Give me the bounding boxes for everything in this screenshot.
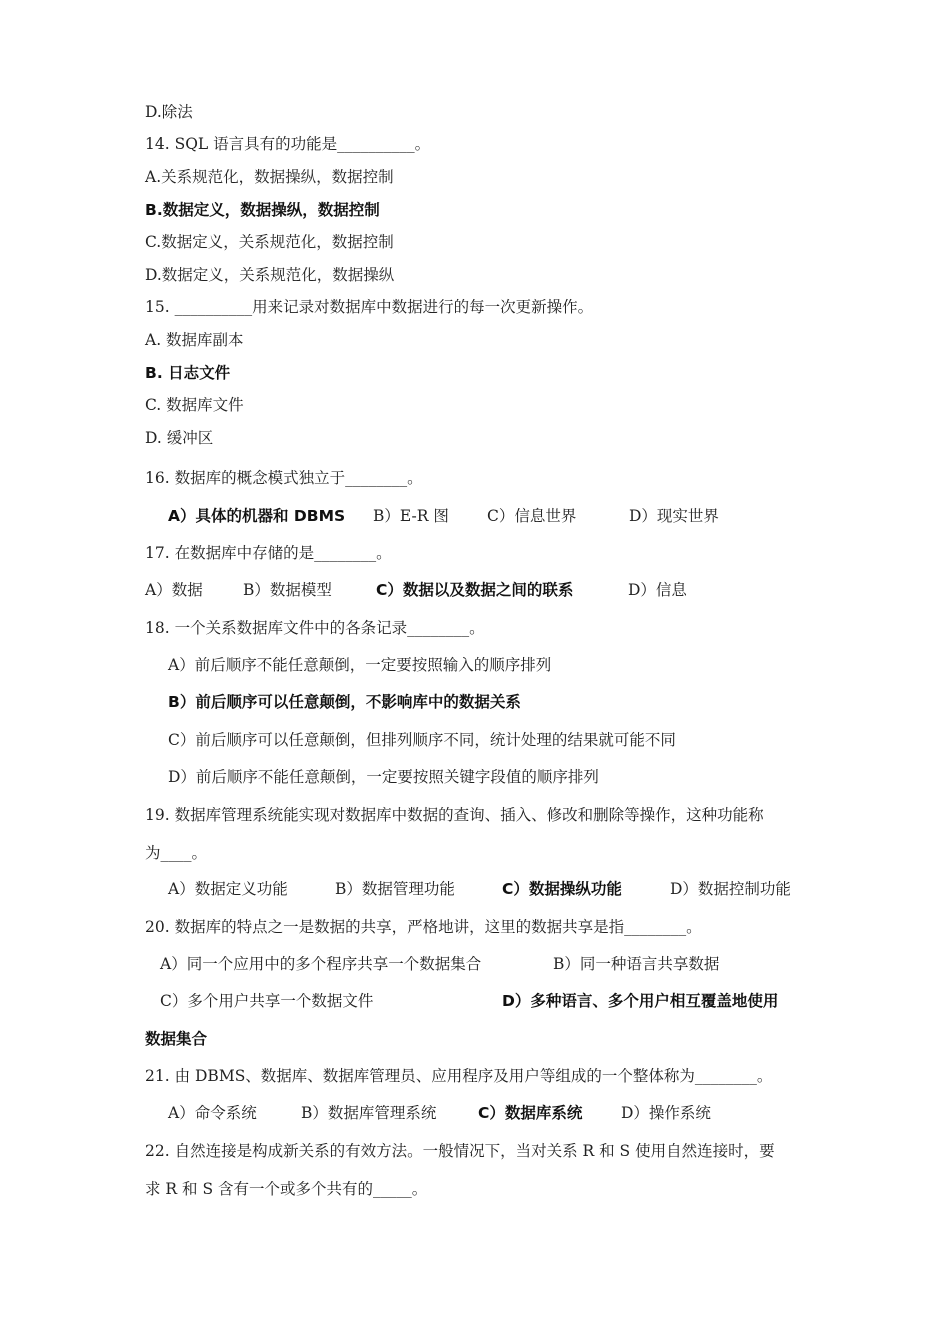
option-line: A.关系规范化，数据操纵，数据控制 <box>145 168 394 186</box>
question-19: 19. 数据库管理系统能实现对数据库中数据的查询、插入、修改和删除等操作，这种功能称 <box>145 806 764 824</box>
option-item: B）数据库管理系统 <box>301 1104 437 1122</box>
option-line: C）前后顺序可以任意颠倒，但排列顺序不同，统计处理的结果就可能不同 <box>168 731 676 749</box>
option-item: A）同一个应用中的多个程序共享一个数据集合 <box>160 955 482 973</box>
option-item: C）多个用户共享一个数据文件 <box>160 992 374 1010</box>
option-item: B）数据管理功能 <box>335 880 455 898</box>
option-item: B）数据模型 <box>243 581 332 599</box>
answer-option: C）数据操纵功能 <box>502 880 622 898</box>
question-16: 16. 数据库的概念模式独立于________。 <box>145 469 423 487</box>
question-15: 15. __________用来记录对数据库中数据进行的每一次更新操作。 <box>145 298 594 316</box>
question-17: 17. 在数据库中存储的是________。 <box>145 544 392 562</box>
question-19-cont: 为____。 <box>145 844 208 862</box>
question-18: 18. 一个关系数据库文件中的各条记录________。 <box>145 619 485 637</box>
option-line: D. 缓冲区 <box>145 429 214 447</box>
answer-option: B.数据定义，数据操纵，数据控制 <box>145 201 380 219</box>
option-item: D）信息 <box>628 581 687 599</box>
option-item: B）E-R 图 <box>373 507 449 525</box>
option-item: A）命令系统 <box>168 1104 257 1122</box>
question-22: 22. 自然连接是构成新关系的有效方法。一般情况下，当对关系 R 和 S 使用自然连接时，要 <box>145 1142 775 1160</box>
option-item: D）现实世界 <box>629 507 719 525</box>
answer-option: A）具体的机器和 DBMS <box>168 507 346 525</box>
option-line: C. 数据库文件 <box>145 396 244 414</box>
option-line: D.数据定义，关系规范化，数据操纵 <box>145 266 395 284</box>
answer-option: C）数据库系统 <box>478 1104 583 1122</box>
option-item: A）数据定义功能 <box>168 880 288 898</box>
option-line: A. 数据库副本 <box>145 331 244 349</box>
question-20: 20. 数据库的特点之一是数据的共享，严格地讲，这里的数据共享是指________。 <box>145 918 702 936</box>
option-item: B）同一种语言共享数据 <box>553 955 720 973</box>
option-line: A）前后顺序不能任意颠倒，一定要按照输入的顺序排列 <box>168 656 552 674</box>
option-line: C.数据定义，关系规范化，数据控制 <box>145 233 394 251</box>
option-line: D）前后顺序不能任意颠倒，一定要按照关键字段值的顺序排列 <box>168 768 599 786</box>
question-22-cont: 求 R 和 S 含有一个或多个共有的_____。 <box>145 1180 428 1198</box>
option-item: A）数据 <box>145 581 203 599</box>
option-item: D）操作系统 <box>621 1104 711 1122</box>
answer-option: B. 日志文件 <box>145 364 231 382</box>
option-item: C）信息世界 <box>487 507 577 525</box>
answer-option: C）数据以及数据之间的联系 <box>376 581 574 599</box>
answer-option: B）前后顺序可以任意颠倒，不影响库中的数据关系 <box>168 693 521 711</box>
answer-option: D）多种语言、多个用户相互覆盖地使用 <box>502 992 779 1010</box>
question-14: 14. SQL 语言具有的功能是__________。 <box>145 135 431 153</box>
option-line: D.除法 <box>145 103 193 121</box>
question-21: 21. 由 DBMS、数据库、数据库管理员、应用程序及用户等组成的一个整体称为________。 <box>145 1067 773 1085</box>
option-item: D）数据控制功能 <box>670 880 791 898</box>
answer-option-cont: 数据集合 <box>145 1030 208 1048</box>
